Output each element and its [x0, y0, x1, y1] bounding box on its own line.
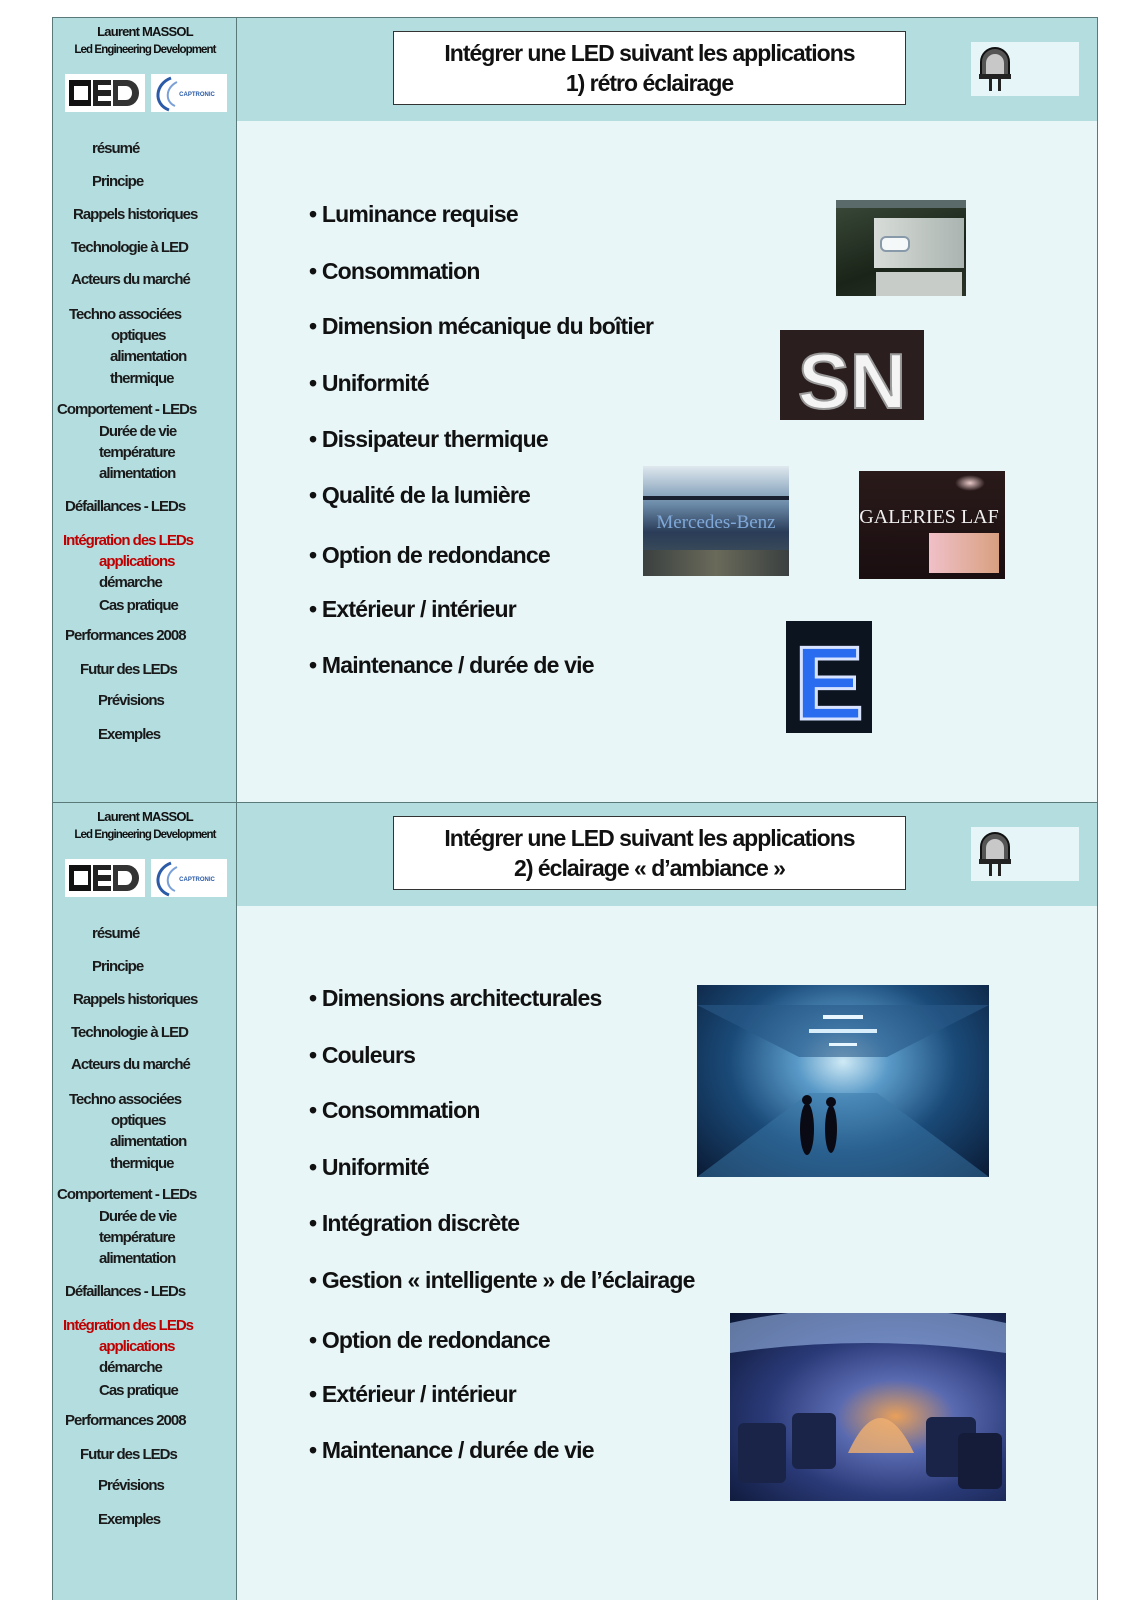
mercedes-building-photo	[643, 466, 789, 576]
bullet-item: • Uniformité	[309, 370, 429, 396]
nav-item-alimentation-2[interactable]: alimentation	[99, 1250, 176, 1267]
slide-title-line1: Intégrer une LED suivant les applications	[444, 825, 855, 851]
aircraft-cabin-photo	[730, 1313, 1006, 1501]
bullet-item: • Option de redondance	[309, 542, 550, 568]
slide-content	[237, 906, 1097, 1600]
nav-item-cas-pratique[interactable]: Cas pratique	[99, 1382, 178, 1399]
author-name: Laurent MASSOL	[97, 809, 193, 824]
galeries-text: GALERIES LAF	[859, 506, 999, 528]
bullet-item: • Qualité de la lumière	[309, 482, 531, 508]
nav-item-cas-pratique[interactable]: Cas pratique	[99, 597, 178, 614]
bullet-item: • Dimension mécanique du boîtier	[309, 313, 654, 339]
bullet-item: • Maintenance / durée de vie	[309, 652, 594, 678]
nav-item-demarche[interactable]: démarche	[99, 1359, 162, 1376]
nav-item-duree-vie[interactable]: Durée de vie	[99, 1208, 177, 1225]
mercedes-text: Mercedes-Benz	[656, 512, 776, 533]
nav-item-futur[interactable]: Futur des LEDs	[80, 661, 177, 678]
nav-item-alimentation-2[interactable]: alimentation	[99, 465, 176, 482]
slide-header	[53, 18, 1097, 122]
nav-item-performances[interactable]: Performances 2008	[65, 627, 186, 644]
nav-item-acteurs[interactable]: Acteurs du marché	[71, 271, 190, 288]
nav-item-resume[interactable]: résumé	[92, 925, 140, 942]
slide-1	[52, 17, 1098, 803]
slide-title-line1: Intégrer une LED suivant les applications	[444, 40, 855, 66]
nav-item-optiques[interactable]: optiques	[111, 1112, 166, 1129]
led-bulb-icon	[971, 42, 1079, 96]
galeries-lafayette-photo	[859, 471, 1005, 579]
nav-item-previsions[interactable]: Prévisions	[98, 692, 164, 709]
bullet-item: • Dimensions architecturales	[309, 985, 602, 1011]
e-letter-text: E	[794, 626, 864, 733]
slide-header	[53, 803, 1097, 907]
bullet-item: • Extérieur / intérieur	[309, 596, 516, 622]
led-bulb-icon	[971, 827, 1079, 881]
slide-title-line2: 1) rétro éclairage	[565, 70, 734, 96]
nav-item-exemples[interactable]: Exemples	[98, 726, 161, 743]
slide-2	[52, 802, 1098, 1600]
bullet-item: • Extérieur / intérieur	[309, 1381, 516, 1407]
led-logo	[65, 74, 145, 112]
slide-title	[393, 31, 906, 105]
nav-item-technologie[interactable]: Technologie à LED	[71, 1024, 188, 1041]
captronic-logo	[151, 74, 227, 112]
backlight-panel-photo	[836, 200, 966, 296]
bullet-item: • Consommation	[309, 258, 480, 284]
bullet-item: • Intégration discrète	[309, 1210, 520, 1236]
nav-item-applications[interactable]: applications	[99, 1338, 175, 1355]
nav-item-technologie[interactable]: Technologie à LED	[71, 239, 188, 256]
nav-item-alimentation[interactable]: alimentation	[110, 348, 187, 365]
nav-item-futur[interactable]: Futur des LEDs	[80, 1446, 177, 1463]
logo-area	[53, 18, 237, 121]
nav-item-techno[interactable]: Techno associées	[69, 1091, 182, 1108]
corridor-photo	[697, 985, 989, 1177]
nav-item-defaillances[interactable]: Défaillances - LEDs	[65, 1283, 186, 1300]
nav-item-previsions[interactable]: Prévisions	[98, 1477, 164, 1494]
logo-area	[53, 803, 237, 906]
bullet-item: • Gestion « intelligente » de l’éclairage	[309, 1267, 695, 1293]
nav-item-optiques[interactable]: optiques	[111, 327, 166, 344]
nav-item-integration[interactable]: Intégration des LEDs	[63, 1317, 194, 1334]
sn-text: SN	[797, 337, 907, 420]
led-logo	[65, 859, 145, 897]
nav-item-temperature[interactable]: température	[99, 1229, 175, 1246]
bullet-item: • Consommation	[309, 1097, 480, 1123]
nav-item-acteurs[interactable]: Acteurs du marché	[71, 1056, 190, 1073]
slide-title-line2: 2) éclairage « d’ambiance »	[514, 855, 785, 881]
bullet-item: • Couleurs	[309, 1042, 416, 1068]
nav-item-performances[interactable]: Performances 2008	[65, 1412, 186, 1429]
captronic-logo-text: CAPTRONIC	[179, 92, 215, 98]
nav-item-duree-vie[interactable]: Durée de vie	[99, 423, 177, 440]
nav-item-demarche[interactable]: démarche	[99, 574, 162, 591]
author-name: Laurent MASSOL	[97, 24, 193, 39]
nav-item-thermique[interactable]: thermique	[110, 370, 174, 387]
nav-item-integration[interactable]: Intégration des LEDs	[63, 532, 194, 549]
nav-item-rappels[interactable]: Rappels historiques	[73, 206, 198, 223]
nav-item-exemples[interactable]: Exemples	[98, 1511, 161, 1528]
sn-sign-photo	[780, 330, 924, 420]
nav-item-resume[interactable]: résumé	[92, 140, 140, 157]
slide-content	[237, 121, 1097, 802]
nav-item-principe[interactable]: Principe	[92, 958, 144, 975]
e-letter-photo	[786, 621, 872, 733]
sidebar-nav	[53, 906, 237, 1600]
nav-item-temperature[interactable]: température	[99, 444, 175, 461]
nav-item-defaillances[interactable]: Défaillances - LEDs	[65, 498, 186, 515]
bullet-item: • Dissipateur thermique	[309, 426, 548, 452]
captronic-logo-text: CAPTRONIC	[179, 877, 215, 883]
nav-item-comportement[interactable]: Comportement - LEDs	[57, 1186, 197, 1203]
nav-item-techno[interactable]: Techno associées	[69, 306, 182, 323]
sidebar-nav	[53, 121, 237, 802]
nav-item-comportement[interactable]: Comportement - LEDs	[57, 401, 197, 418]
nav-item-principe[interactable]: Principe	[92, 173, 144, 190]
bullet-item: • Maintenance / durée de vie	[309, 1437, 594, 1463]
nav-item-thermique[interactable]: thermique	[110, 1155, 174, 1172]
captronic-logo	[151, 859, 227, 897]
bullet-item: • Luminance requise	[309, 201, 518, 227]
nav-item-rappels[interactable]: Rappels historiques	[73, 991, 198, 1008]
company-name: Led Engineering Development	[74, 829, 216, 841]
company-name: Led Engineering Development	[74, 44, 216, 56]
nav-item-alimentation[interactable]: alimentation	[110, 1133, 187, 1150]
nav-item-applications[interactable]: applications	[99, 553, 175, 570]
bullet-item: • Uniformité	[309, 1154, 429, 1180]
bullet-item: • Option de redondance	[309, 1327, 550, 1353]
slide-title	[393, 816, 906, 890]
